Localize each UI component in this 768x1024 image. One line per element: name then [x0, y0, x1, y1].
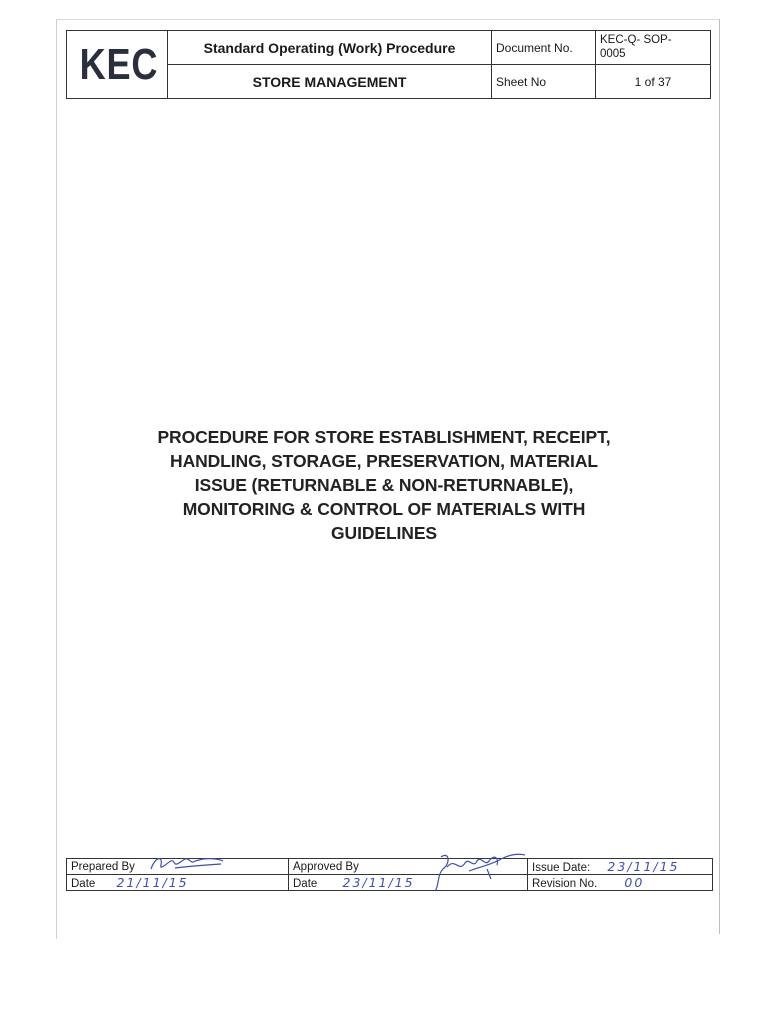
document-no-line2: 0005	[600, 47, 626, 60]
issue-date-value: 23/11/15	[607, 859, 680, 874]
title-line: GUIDELINES	[331, 523, 437, 543]
kec-logo: KEC	[79, 39, 159, 89]
prepared-date-label: Date	[71, 878, 96, 890]
page-edge-right	[719, 19, 720, 934]
prepared-date-value: 21/11/15	[116, 875, 189, 890]
approved-by-cell	[289, 859, 528, 875]
title-line: MONITORING & CONTROL OF MATERIALS WITH	[182, 499, 586, 519]
document-subtitle: STORE MANAGEMENT	[168, 65, 492, 99]
title-line: HANDLING, STORAGE, PRESERVATION, MATERIAL	[170, 451, 598, 471]
logo-cell	[67, 31, 168, 99]
prepared-date-cell	[67, 875, 289, 891]
issue-date-label: Issue Date:	[532, 862, 591, 874]
approved-date-value: 23/11/15	[342, 875, 415, 890]
revision-label: Revision No.	[532, 878, 598, 890]
prepared-by-cell	[67, 859, 289, 875]
revision-cell	[528, 875, 713, 891]
prepared-by-signature	[145, 853, 225, 875]
approved-by-label: Approved By	[293, 860, 359, 873]
issue-date-cell	[528, 859, 713, 875]
approved-date-cell	[289, 875, 528, 891]
document-header	[66, 30, 711, 99]
document-title: Standard Operating (Work) Procedure	[168, 31, 492, 65]
approved-date-label: Date	[293, 878, 318, 890]
title-line: PROCEDURE FOR STORE ESTABLISHMENT, RECEIPT,	[157, 427, 611, 447]
page-edge-left	[56, 19, 57, 939]
sheet-no-value: 1 of 37	[596, 65, 711, 99]
page-edge-top	[56, 19, 720, 20]
approval-footer	[66, 858, 713, 891]
title-line: ISSUE (RETURNABLE & NON-RETURNABLE),	[194, 475, 574, 495]
sheet-no-label: Sheet No	[492, 65, 596, 99]
prepared-by-label: Prepared By	[71, 860, 135, 873]
document-no-label: Document No.	[492, 31, 596, 65]
document-no-line1: KEC-Q- SOP-	[600, 34, 672, 47]
revision-value: 00	[624, 875, 645, 890]
document-no-value	[596, 31, 711, 65]
procedure-title	[120, 425, 648, 545]
